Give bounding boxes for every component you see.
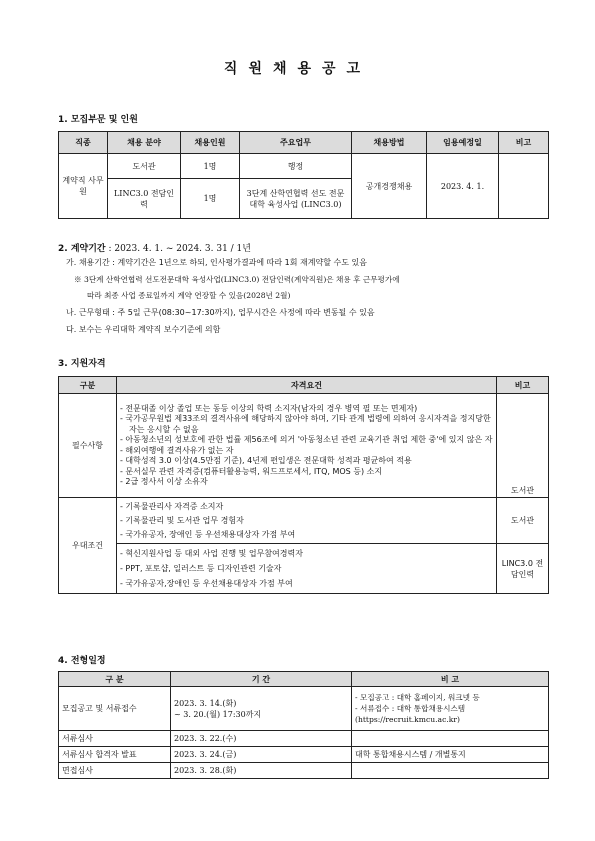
list-item: - 국가공무원법 제33조의 결격사유에 해당하지 않아야 하며, 기타 관계 법령에 의하여 응시자격을 정지당한 자는 응시할 수 없음 bbox=[120, 414, 491, 434]
task-cell: 3단계 산학연협력 선도 전문대학 육성사업 (LINC3.0) bbox=[240, 179, 352, 219]
header-task: 주요업무 bbox=[240, 132, 352, 154]
schedule-name: 서류심사 합격자 발표 bbox=[59, 747, 171, 763]
contract-line: 다. 보수는 우리대학 계약직 보수기준에 의함 bbox=[66, 325, 221, 334]
schedule-note bbox=[352, 763, 549, 779]
preferred-library-note: 도서관 bbox=[497, 498, 549, 544]
contract-line: 나. 근무형태 : 주 5일 근무(08:30~17:30까지), 업무시간은 사정에 따라 변동될 수 있음 bbox=[66, 308, 375, 317]
schedule-period: 2023. 3. 22.(수) bbox=[171, 731, 352, 747]
section-3-heading: 3. 지원자격 bbox=[58, 359, 106, 369]
required-list bbox=[120, 404, 493, 488]
count-cell: 1명 bbox=[181, 179, 240, 219]
list-item: - PPT, 포토샵, 일러스트 등 디자인관련 기술자 bbox=[120, 564, 282, 573]
start-date-cell: 2023. 4. 1. bbox=[427, 154, 499, 219]
preferred-linc-list bbox=[120, 546, 493, 591]
required-note: 도서관 bbox=[497, 394, 549, 498]
header-category: 구 분 bbox=[59, 672, 171, 687]
field-cell: 도서관 bbox=[108, 154, 181, 179]
qualification-table bbox=[58, 376, 549, 594]
contract-line: ※ 3단계 산학연협력 선도전문대학 육성사업(LINC3.0) 전담인력(계약직원)은 채용 후 근무평가에 bbox=[74, 275, 400, 284]
contract-line: 가. 채용기간 : 계약기간은 1년으로 하되, 인사평가결과에 따라 1회 재계약할 수도 있음 bbox=[66, 258, 367, 267]
schedule-name: 모집공고 및 서류접수 bbox=[59, 687, 171, 731]
schedule-table bbox=[58, 671, 549, 779]
schedule-period: 2023. 3. 24.(금) bbox=[171, 747, 352, 763]
header-note: 비고 bbox=[497, 377, 549, 394]
list-item: - 국가유공자, 장애인 등 우선채용대상자 가점 부여 bbox=[120, 529, 296, 539]
schedule-period: 2023. 3. 28.(화) bbox=[171, 763, 352, 779]
task-cell: 행정 bbox=[240, 154, 352, 179]
contract-period-label: 2. 계약기간 bbox=[58, 244, 106, 254]
list-item: - 2급 정사서 이상 소유자 bbox=[120, 477, 208, 486]
list-item: - 문서실무 관련 자격증(컴퓨터활용능력, 워드프로세서, ITQ, MOS 등) 소지 bbox=[120, 466, 383, 476]
list-item: - 기록물관리 및 도서관 업무 경험자 bbox=[120, 515, 244, 525]
list-item: - 기록물관리사 자격증 소지자 bbox=[120, 501, 224, 511]
header-note: 비고 bbox=[499, 132, 549, 154]
list-item: - 국가유공자,장애인 등 우선채용대상자 가점 부여 bbox=[120, 579, 293, 588]
header-period: 기 간 bbox=[171, 672, 352, 687]
note-cell bbox=[499, 154, 549, 219]
preferred-linc-note: LINC3.0 전담인력 bbox=[497, 544, 549, 594]
schedule-note: - 모집공고 : 대학 홈페이지, 워크넷 등 - 서류접수 : 대학 통합채용시스템 (https://recruit.kmcu.ac.kr) bbox=[352, 687, 549, 731]
header-field: 채용 분야 bbox=[108, 132, 181, 154]
header-method: 채용방법 bbox=[352, 132, 427, 154]
header-requirements: 자격요건 bbox=[117, 377, 497, 394]
schedule-name: 서류심사 bbox=[59, 731, 171, 747]
schedule-period: 2023. 3. 14.(화) ~ 3. 20.(월) 17:30까지 bbox=[171, 687, 352, 731]
header-start-date: 임용예정일 bbox=[427, 132, 499, 154]
section-4-heading: 4. 전형일정 bbox=[58, 656, 106, 666]
schedule-note: 대학 통합채용시스템 / 개별통지 bbox=[352, 747, 549, 763]
list-item: - 대학성적 3.0 이상(4.5만점 기준), 4년제 편입생은 전문대학 성적과 평균하여 적용 bbox=[120, 456, 412, 465]
header-count: 채용인원 bbox=[181, 132, 240, 154]
section-1-heading: 1. 모집부문 및 인원 bbox=[58, 115, 138, 125]
section-2-heading bbox=[58, 241, 251, 254]
schedule-note bbox=[352, 731, 549, 747]
contract-period-value: : 2023. 4. 1. ~ 2024. 3. 31 / 1년 bbox=[105, 244, 251, 254]
page-title: 직원채용공고 bbox=[223, 61, 372, 77]
count-cell: 1명 bbox=[181, 154, 240, 179]
list-item: - 전문대졸 이상 졸업 또는 동등 이상의 학력 소지자(남자의 경우 병역 필 또는 면제자) bbox=[120, 403, 418, 413]
field-cell: LINC3.0 전담인력 bbox=[108, 179, 181, 219]
preferred-library-list bbox=[120, 500, 493, 542]
schedule-name: 면접심사 bbox=[59, 763, 171, 779]
list-item: - 아동청소년의 성보호에 관한 법률 제56조에 의거 '아동청소년 관련 교육기관 취업 제한 중'에 있지 않은 자 bbox=[120, 435, 493, 444]
job-type-cell: 계약직 사무원 bbox=[59, 154, 108, 219]
contract-line: 따라 최종 사업 종료일까지 계약 연장할 수 있음(2028년 2월) bbox=[87, 291, 291, 300]
list-item: - 해외여행에 결격사유가 없는 자 bbox=[120, 445, 234, 455]
preferred-label: 우대조건 bbox=[59, 498, 117, 594]
method-cell: 공개경쟁채용 bbox=[352, 154, 427, 219]
header-note: 비 고 bbox=[352, 672, 549, 687]
required-label: 필수사항 bbox=[59, 394, 117, 498]
header-category: 구분 bbox=[59, 377, 117, 394]
list-item: - 혁신지원사업 등 대외 사업 진행 및 업무참여경력자 bbox=[120, 549, 303, 558]
recruitment-table bbox=[58, 131, 549, 219]
header-job-type: 직종 bbox=[59, 132, 108, 154]
